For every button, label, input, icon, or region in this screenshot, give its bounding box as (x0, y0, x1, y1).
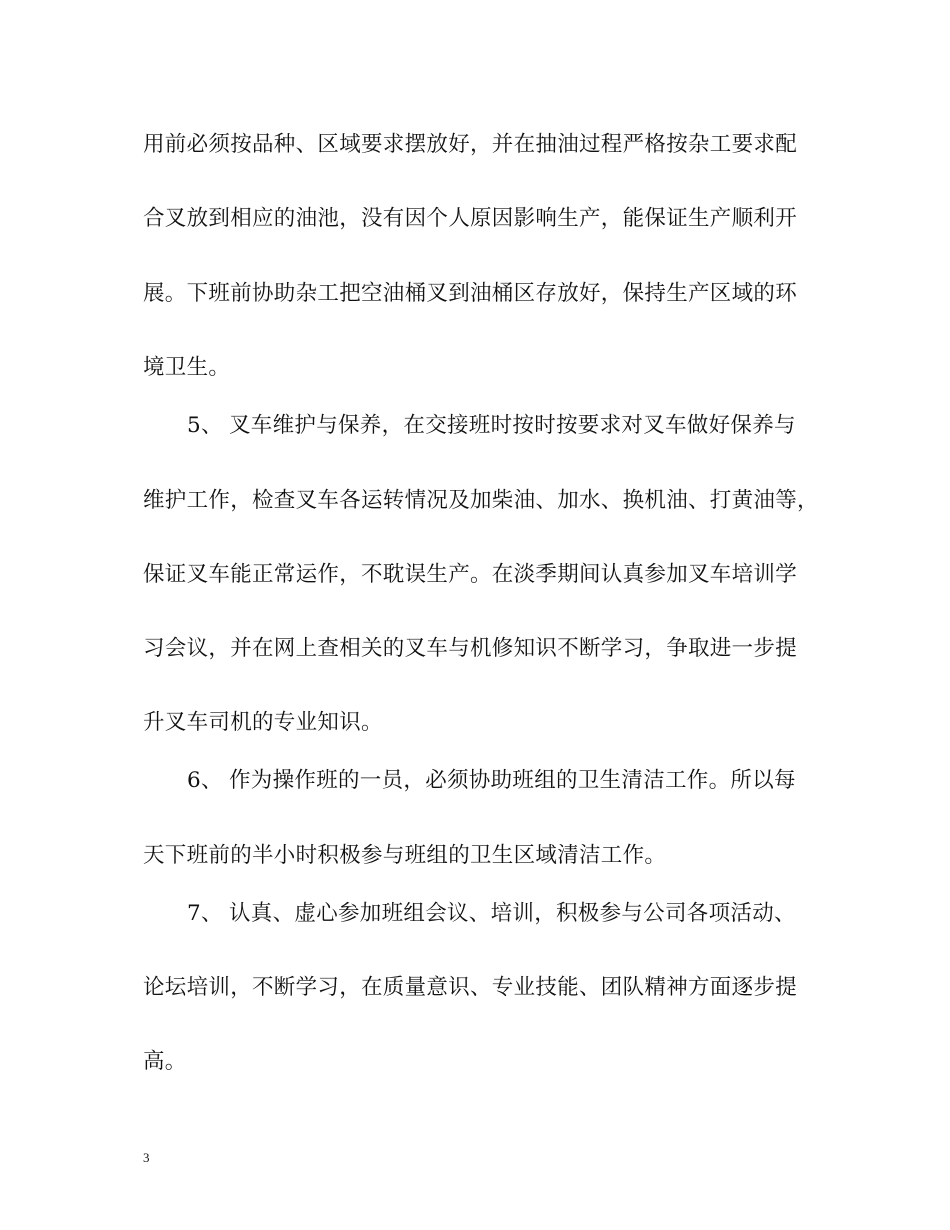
text-line: 天下班前的半小时积极参与班组的卫生区域清洁工作。 (143, 843, 667, 868)
text-line: 展。下班前协助杂工把空油桶叉到油桶区存放好，保持生产区域的环 (143, 281, 798, 306)
list-item-number: 7、 (187, 901, 223, 926)
text-line: 合叉放到相应的油池，没有因个人原因影响生产，能保证生产顺利开 (143, 206, 798, 231)
list-item-number: 6、 (187, 768, 223, 793)
list-item-number: 5、 (187, 413, 223, 438)
text-line: 境卫生。 (143, 355, 231, 380)
list-item-5-first-line: 5、 叉车维护与保养，在交接班时按时按要求对叉车做好保养与 (187, 411, 867, 441)
list-item-7-first-line: 7、 认真、虚心参加班组会议、培训，积极参与公司各项活动、 (187, 899, 867, 929)
list-item-6-first-line: 6、 作为操作班的一员，必须协助班组的卫生清洁工作。所以每 (187, 766, 867, 796)
text-line: 习会议，并在网上查相关的叉车与机修知识不断学习，争取进一步提 (143, 636, 798, 661)
page-number: 3 (143, 1150, 150, 1165)
text-line: 高。 (143, 1049, 187, 1074)
text-line: 保证叉车能正常运作，不耽误生产。在淡季期间认真参加叉车培训学 (143, 562, 798, 587)
text-line: 用前必须按品种、区域要求摆放好，并在抽油过程严格按杂工要求配 (143, 132, 798, 157)
text-line: 维护工作，检查叉车各运转情况及加柴油、加水、换机油、打黄油等， (143, 488, 819, 513)
text-line: 升叉车司机的专业知识。 (143, 710, 383, 735)
text-line: 论坛培训，不断学习，在质量意识、专业技能、团队精神方面逐步提 (143, 975, 798, 1000)
